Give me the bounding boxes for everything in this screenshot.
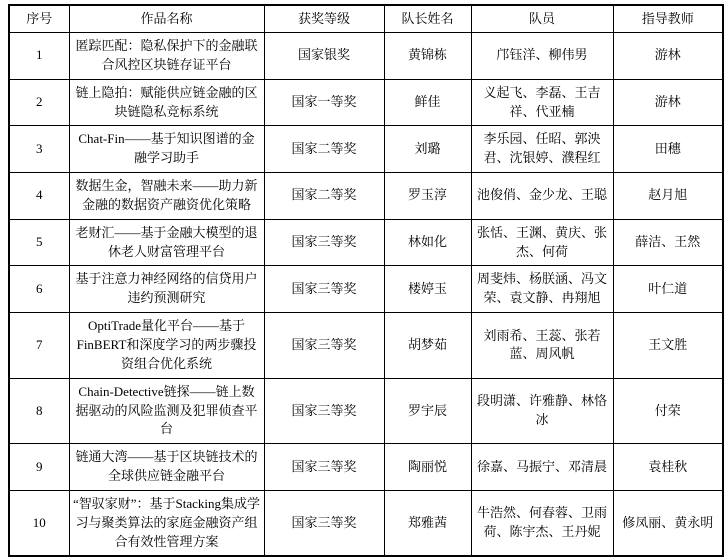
table-header-row <box>9 5 723 33</box>
advisor-cell: 王文胜 <box>613 313 723 379</box>
column-header-number: 序号 <box>9 5 69 33</box>
table-row <box>9 33 723 80</box>
table-row <box>9 79 723 126</box>
advisor-cell: 付荣 <box>613 378 723 444</box>
row-number-cell: 2 <box>9 79 69 126</box>
advisor-cell: 赵月旭 <box>613 173 723 220</box>
row-number-cell: 6 <box>9 266 69 313</box>
work-title-cell: 老财汇——基于金融大模型的退休老人财富管理平台 <box>69 219 264 266</box>
work-title-cell: 基于注意力神经网络的信贷用户违约预测研究 <box>69 266 264 313</box>
row-number-cell: 1 <box>9 33 69 80</box>
table-row <box>9 173 723 220</box>
award-level-cell: 国家三等奖 <box>264 490 384 556</box>
team-members-cell: 刘雨希、王蕊、张若蓝、周风帆 <box>471 313 613 379</box>
leader-name-cell: 楼婷玉 <box>384 266 471 313</box>
table-row <box>9 490 723 556</box>
work-title-cell: Chat-Fin——基于知识图谱的金融学习助手 <box>69 126 264 173</box>
award-level-cell: 国家三等奖 <box>264 266 384 313</box>
row-number-cell: 3 <box>9 126 69 173</box>
table-row <box>9 219 723 266</box>
team-members-cell: 义起飞、李磊、王吉祥、代亚楠 <box>471 79 613 126</box>
work-title-cell: “智驭家财”：基于Stacking集成学习与聚类算法的家庭金融资产组合有效性管理方案 <box>69 490 264 556</box>
advisor-cell: 叶仁道 <box>613 266 723 313</box>
advisor-cell: 薛洁、王然 <box>613 219 723 266</box>
work-title-cell: Chain-Detective链探——链上数据驱动的风险监测及犯罪侦查平台 <box>69 378 264 444</box>
work-title-cell: 匿踪匹配：隐私保护下的金融联合风控区块链存证平台 <box>69 33 264 80</box>
row-number-cell: 10 <box>9 490 69 556</box>
row-number-cell: 4 <box>9 173 69 220</box>
advisor-cell: 游林 <box>613 79 723 126</box>
leader-name-cell: 黄锦栋 <box>384 33 471 80</box>
leader-name-cell: 陶丽悦 <box>384 444 471 491</box>
advisor-cell: 田穗 <box>613 126 723 173</box>
team-members-cell: 张恬、王渊、黄庆、张杰、何荷 <box>471 219 613 266</box>
table-row <box>9 126 723 173</box>
award-level-cell: 国家三等奖 <box>264 313 384 379</box>
work-title-cell: 链通大湾——基于区块链技术的全球供应链金融平台 <box>69 444 264 491</box>
row-number-cell: 8 <box>9 378 69 444</box>
award-level-cell: 国家银奖 <box>264 33 384 80</box>
awards-table <box>8 4 724 557</box>
team-members-cell: 徐嘉、马振宁、邓清晨 <box>471 444 613 491</box>
work-title-cell: OptiTrade量化平台——基于FinBERT和深度学习的两步骤投资组合优化系统 <box>69 313 264 379</box>
team-members-cell: 李乐园、任昭、郭泱君、沈银婷、濮程红 <box>471 126 613 173</box>
award-level-cell: 国家一等奖 <box>264 79 384 126</box>
table-row <box>9 378 723 444</box>
team-members-cell: 邝钰洋、柳伟男 <box>471 33 613 80</box>
column-header-title: 作品名称 <box>69 5 264 33</box>
row-number-cell: 9 <box>9 444 69 491</box>
work-title-cell: 数据生金，智融未来——助力新金融的数据资产融资优化策略 <box>69 173 264 220</box>
leader-name-cell: 林如化 <box>384 219 471 266</box>
team-members-cell: 段明潇、许雅静、林恪冰 <box>471 378 613 444</box>
column-header-leader: 队长姓名 <box>384 5 471 33</box>
leader-name-cell: 鲜佳 <box>384 79 471 126</box>
leader-name-cell: 刘璐 <box>384 126 471 173</box>
advisor-cell: 袁桂秋 <box>613 444 723 491</box>
column-header-award: 获奖等级 <box>264 5 384 33</box>
row-number-cell: 5 <box>9 219 69 266</box>
team-members-cell: 池俊俏、金少龙、王聪 <box>471 173 613 220</box>
column-header-teacher: 指导教师 <box>613 5 723 33</box>
award-level-cell: 国家三等奖 <box>264 378 384 444</box>
table-row <box>9 266 723 313</box>
advisor-cell: 游林 <box>613 33 723 80</box>
team-members-cell: 周斐炜、杨朕涵、冯文荣、袁文静、冉翔旭 <box>471 266 613 313</box>
leader-name-cell: 郑雅茜 <box>384 490 471 556</box>
team-members-cell: 牛浩然、何春蓉、卫雨荷、陈宇杰、王丹妮 <box>471 490 613 556</box>
award-level-cell: 国家三等奖 <box>264 444 384 491</box>
leader-name-cell: 胡梦茹 <box>384 313 471 379</box>
work-title-cell: 链上隐拍：赋能供应链金融的区块链隐私竞标系统 <box>69 79 264 126</box>
advisor-cell: 修凤丽、黄永明 <box>613 490 723 556</box>
award-level-cell: 国家二等奖 <box>264 126 384 173</box>
award-level-cell: 国家二等奖 <box>264 173 384 220</box>
row-number-cell: 7 <box>9 313 69 379</box>
leader-name-cell: 罗玉淳 <box>384 173 471 220</box>
table-row <box>9 444 723 491</box>
table-body <box>9 33 723 557</box>
award-level-cell: 国家三等奖 <box>264 219 384 266</box>
column-header-members: 队员 <box>471 5 613 33</box>
table-row <box>9 313 723 379</box>
leader-name-cell: 罗宇辰 <box>384 378 471 444</box>
